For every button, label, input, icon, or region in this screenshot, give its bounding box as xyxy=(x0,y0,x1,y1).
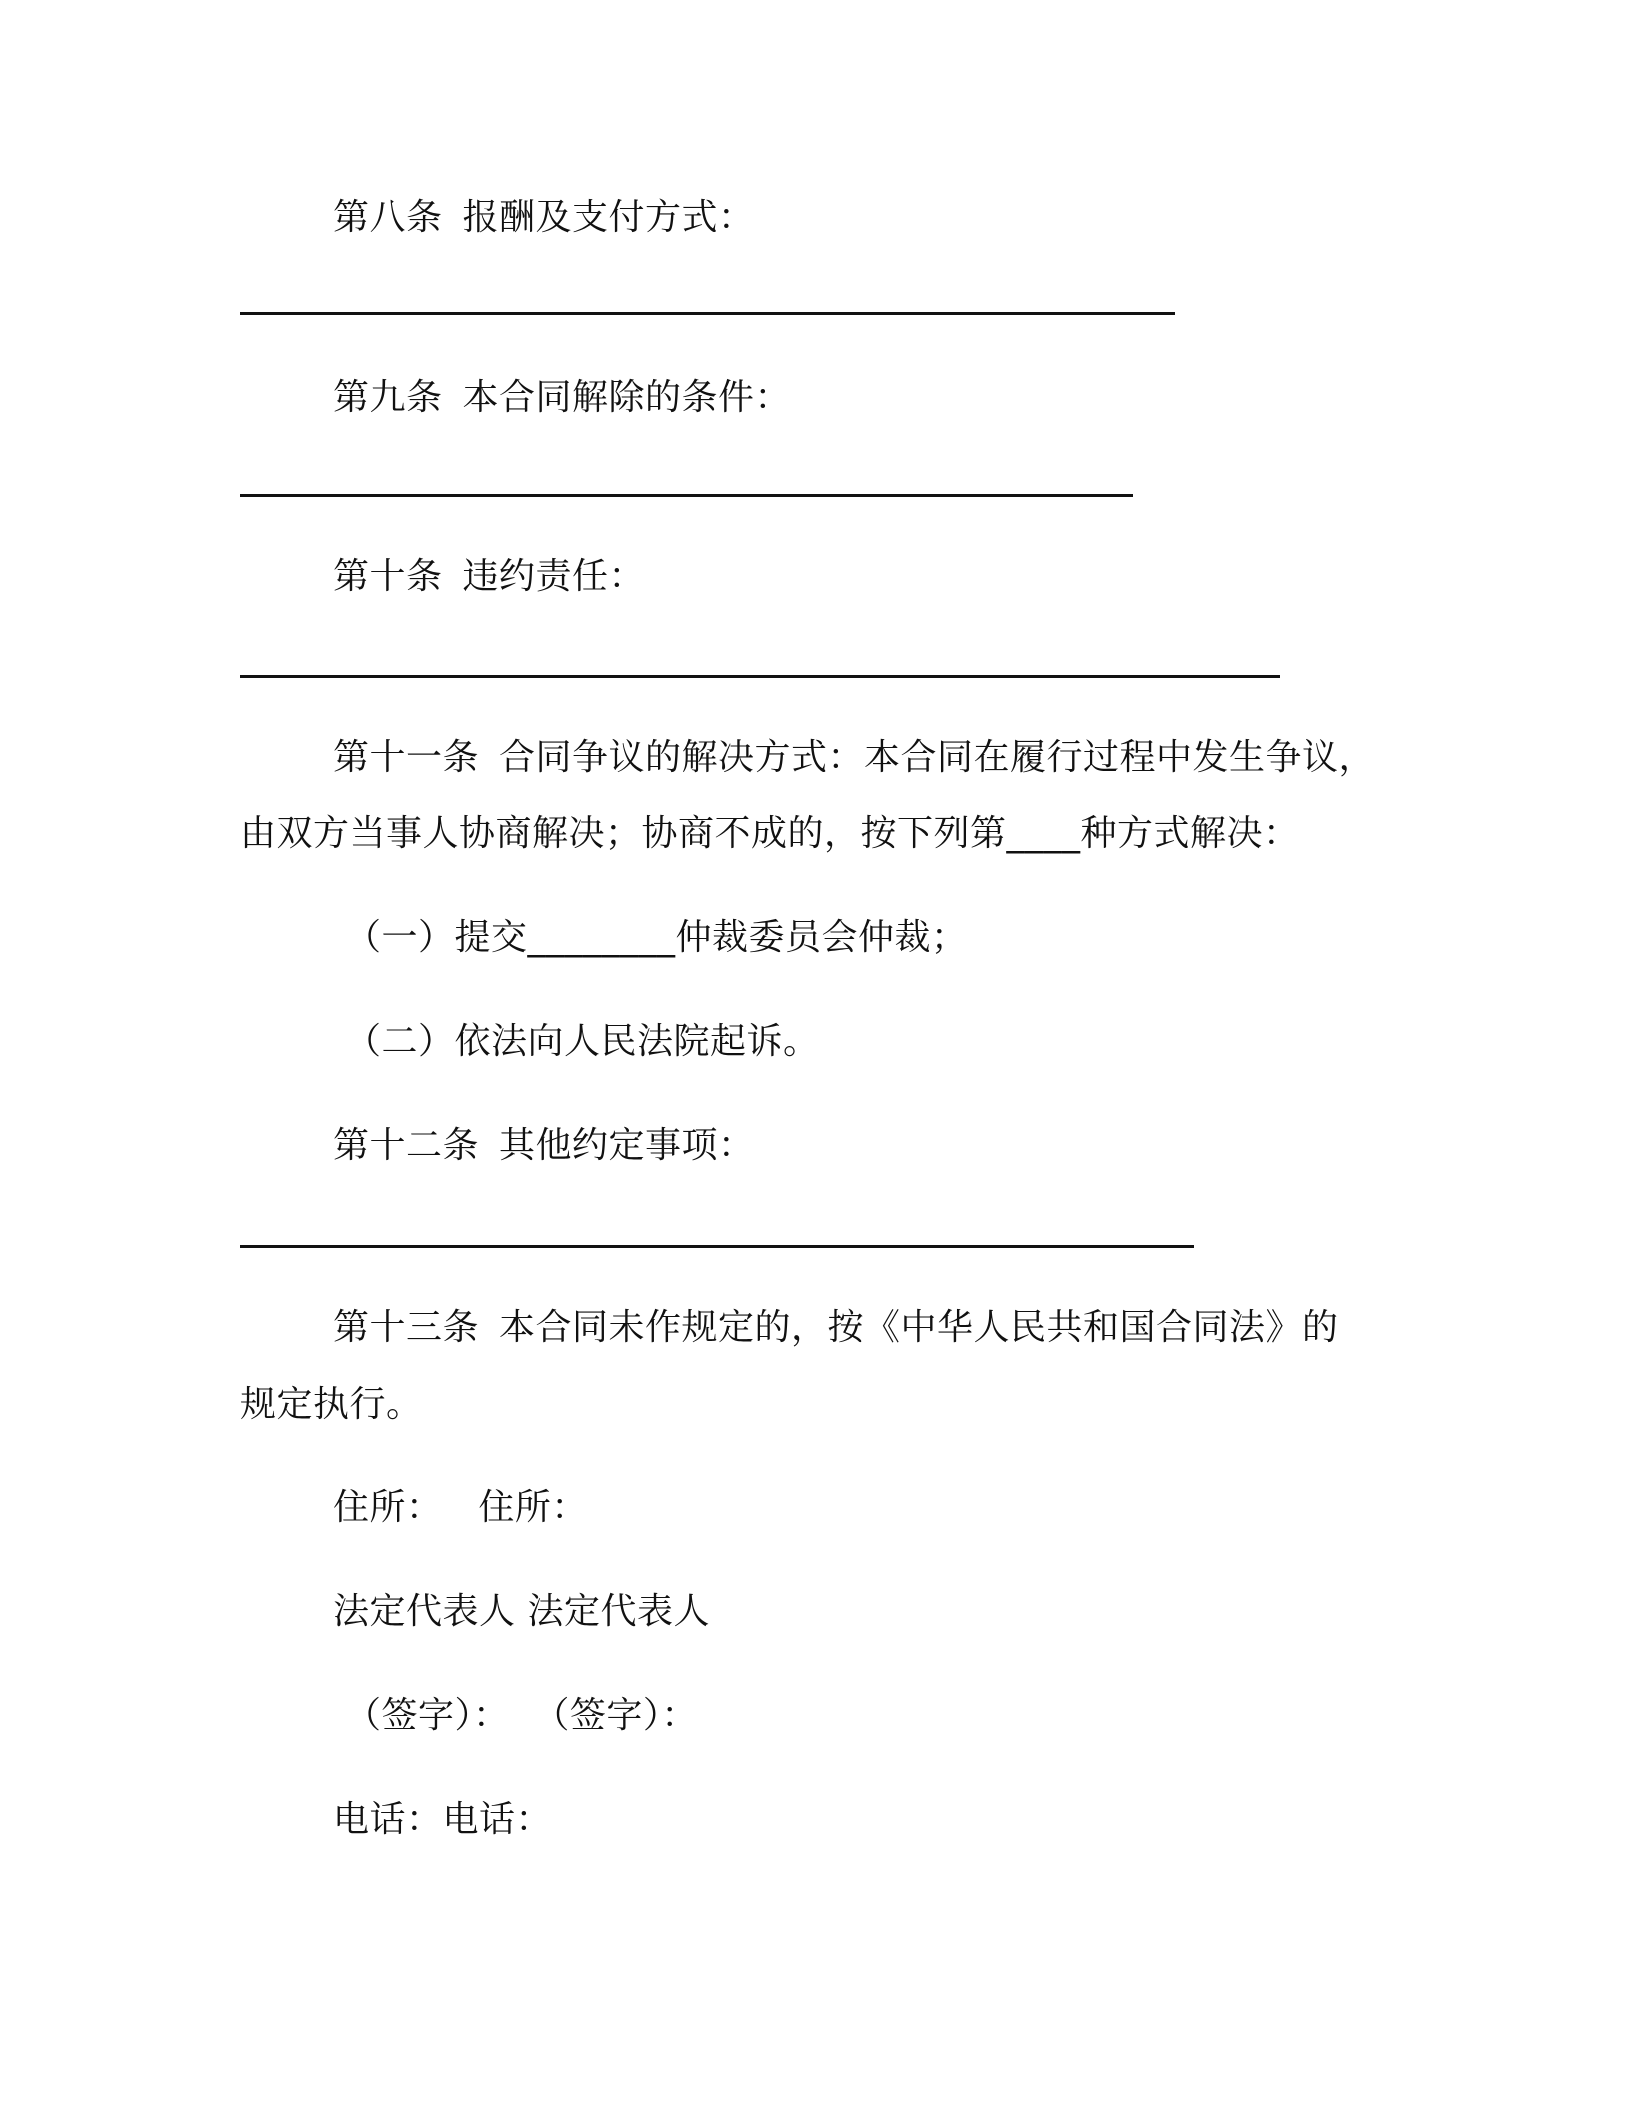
article-13-line-2: 规定执行。 xyxy=(240,1384,423,1425)
signature-legal-representative: 法定代表人 法定代表人 xyxy=(333,1591,710,1632)
article-11-option-2: （二）依法向人民法院起诉。 xyxy=(345,1021,820,1062)
article-10-blank-line xyxy=(240,675,1280,678)
article-8-blank-line xyxy=(240,312,1175,315)
article-13-line-1 xyxy=(333,1306,1339,1350)
article-13-number: 第十三条 xyxy=(333,1307,480,1348)
article-11-line-2: 由双方当事人协商解决；协商不成的，按下列第____种方式解决： xyxy=(240,813,1300,854)
article-8-heading xyxy=(333,196,755,240)
article-9-title: 本合同解除的条件： xyxy=(462,377,792,418)
article-10-title: 违约责任： xyxy=(462,556,646,597)
article-9-number: 第九条 xyxy=(333,377,443,418)
article-11-option-1: （一）提交________仲裁委员会仲裁； xyxy=(345,917,968,958)
article-9-heading xyxy=(333,376,791,420)
article-12-blank-line xyxy=(240,1245,1194,1248)
signature-address: 住所： 住所： xyxy=(333,1487,588,1528)
article-11-line-1 xyxy=(333,736,1375,780)
article-8-title: 报酬及支付方式： xyxy=(462,197,755,238)
article-10-heading xyxy=(333,555,645,599)
signature-sign: （签字）： （签字）： xyxy=(345,1695,698,1736)
article-11-text-1: 合同争议的解决方式：本合同在履行过程中发生争议， xyxy=(499,737,1376,778)
article-9-blank-line xyxy=(240,494,1133,497)
article-10-number: 第十条 xyxy=(333,556,443,597)
article-8-number: 第八条 xyxy=(333,197,443,238)
article-12-title: 其他约定事项： xyxy=(499,1125,755,1166)
article-11-number: 第十一条 xyxy=(333,737,480,778)
signature-phone: 电话：电话： xyxy=(333,1799,553,1840)
article-13-text-1: 本合同未作规定的，按《中华人民共和国合同法》的 xyxy=(499,1307,1339,1348)
article-12-heading xyxy=(333,1124,755,1168)
article-12-number: 第十二条 xyxy=(333,1125,480,1166)
